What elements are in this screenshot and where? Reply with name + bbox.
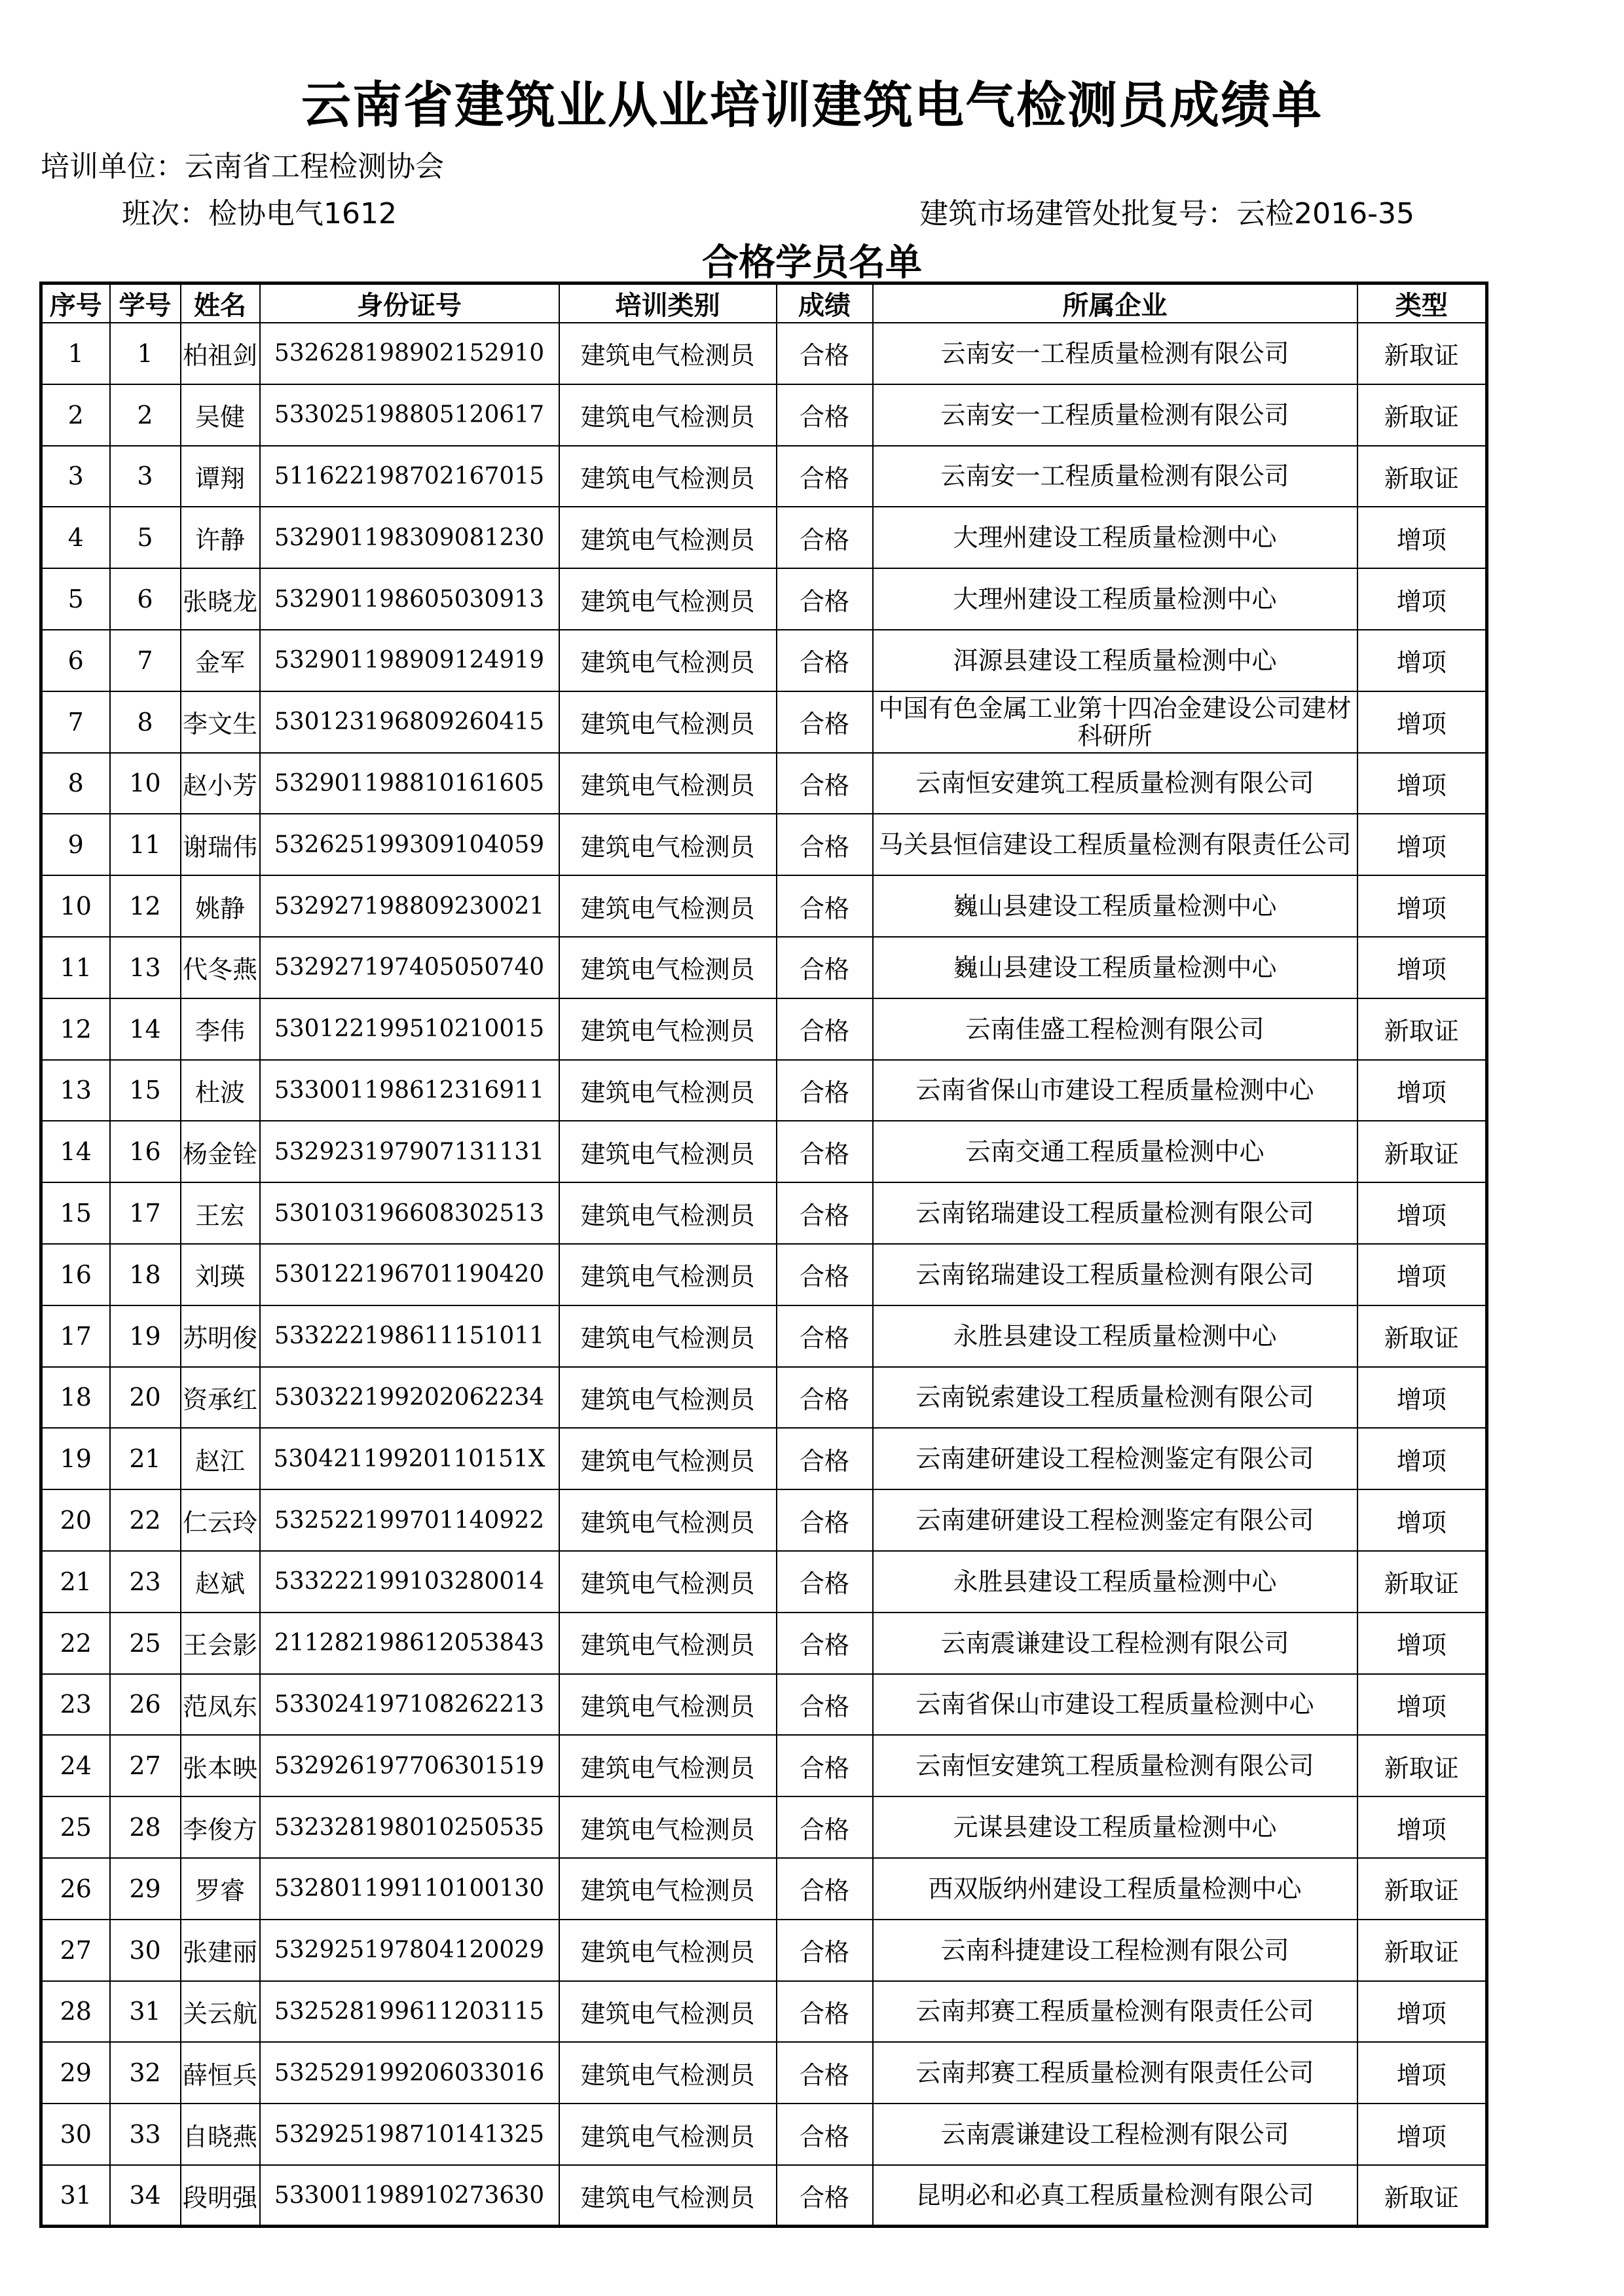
cell-name: 张建丽 (181, 1920, 260, 1981)
cell-id-number: 532927197405050740 (260, 937, 559, 998)
cell-company: 云南科捷建设工程检测有限公司 (873, 1920, 1357, 1981)
cell-type: 增项 (1357, 937, 1487, 998)
cell-id-number: 533001198612316911 (260, 1060, 559, 1121)
cell-name: 吴健 (181, 384, 260, 446)
cell-score: 合格 (777, 753, 873, 814)
cell-seq: 27 (41, 1920, 110, 1981)
table-header-row (41, 283, 1487, 323)
cell-student-no: 25 (110, 1613, 181, 1674)
cell-type: 增项 (1357, 630, 1487, 691)
cell-id-number: 533222199103280014 (260, 1551, 559, 1613)
cell-id-number: 532923197907131131 (260, 1121, 559, 1182)
cell-id-number: 532925197804120029 (260, 1920, 559, 1981)
cell-type: 增项 (1357, 1367, 1487, 1429)
cell-company: 云南安一工程质量检测有限公司 (873, 384, 1357, 446)
cell-seq: 1 (41, 323, 110, 384)
cell-company: 云南震谦建设工程检测有限公司 (873, 1613, 1357, 1674)
cell-student-no: 3 (110, 446, 181, 507)
table-row (41, 568, 1487, 630)
cell-type: 增项 (1357, 1489, 1487, 1551)
cell-training-category: 建筑电气检测员 (559, 1674, 777, 1736)
cell-company: 洱源县建设工程质量检测中心 (873, 630, 1357, 691)
cell-company: 云南恒安建筑工程质量检测有限公司 (873, 1735, 1357, 1796)
header-name: 姓名 (181, 283, 260, 323)
cell-company: 云南省保山市建设工程质量检测中心 (873, 1674, 1357, 1736)
cell-company: 云南建研建设工程检测鉴定有限公司 (873, 1489, 1357, 1551)
cell-training-category: 建筑电气检测员 (559, 814, 777, 875)
cell-id-number: 532528199611203115 (260, 1981, 559, 2043)
cell-student-no: 18 (110, 1244, 181, 1305)
cell-type: 增项 (1357, 1796, 1487, 1858)
cell-id-number: 532625199309104059 (260, 814, 559, 875)
cell-seq: 31 (41, 2165, 110, 2227)
table-row (41, 1244, 1487, 1305)
cell-score: 合格 (777, 1121, 873, 1182)
cell-student-no: 30 (110, 1920, 181, 1981)
cell-seq: 22 (41, 1613, 110, 1674)
cell-company: 云南恒安建筑工程质量检测有限公司 (873, 753, 1357, 814)
cell-name: 李俊方 (181, 1796, 260, 1858)
cell-student-no: 19 (110, 1305, 181, 1367)
cell-training-category: 建筑电气检测员 (559, 1305, 777, 1367)
cell-name: 金军 (181, 630, 260, 691)
cell-score: 合格 (777, 568, 873, 630)
cell-id-number: 533001198910273630 (260, 2165, 559, 2227)
cell-score: 合格 (777, 1981, 873, 2043)
cell-student-no: 15 (110, 1060, 181, 1121)
cell-type: 增项 (1357, 1674, 1487, 1736)
cell-company: 云南佳盛工程检测有限公司 (873, 998, 1357, 1060)
cell-name: 杨金铨 (181, 1121, 260, 1182)
table-row (41, 1489, 1487, 1551)
cell-company: 永胜县建设工程质量检测中心 (873, 1551, 1357, 1613)
cell-name: 李伟 (181, 998, 260, 1060)
cell-student-no: 13 (110, 937, 181, 998)
table-row (41, 998, 1487, 1060)
cell-company: 云南交通工程质量检测中心 (873, 1121, 1357, 1182)
cell-type: 增项 (1357, 875, 1487, 937)
cell-company: 元谋县建设工程质量检测中心 (873, 1796, 1357, 1858)
list-subtitle: 合格学员名单 (702, 242, 922, 284)
cell-seq: 28 (41, 1981, 110, 2043)
cell-student-no: 22 (110, 1489, 181, 1551)
cell-name: 谢瑞伟 (181, 814, 260, 875)
cell-type: 新取证 (1357, 1305, 1487, 1367)
cell-name: 杜波 (181, 1060, 260, 1121)
table-row (41, 1674, 1487, 1736)
cell-student-no: 21 (110, 1428, 181, 1489)
cell-id-number: 532926197706301519 (260, 1735, 559, 1796)
cell-student-no: 14 (110, 998, 181, 1060)
cell-training-category: 建筑电气检测员 (559, 753, 777, 814)
cell-company: 云南邦赛工程质量检测有限责任公司 (873, 2042, 1357, 2104)
cell-type: 增项 (1357, 1182, 1487, 1244)
cell-id-number: 533024197108262213 (260, 1674, 559, 1736)
header-seq: 序号 (41, 283, 110, 323)
table-row (41, 1367, 1487, 1429)
cell-company: 昆明必和必真工程质量检测有限公司 (873, 2165, 1357, 2227)
cell-name: 王会影 (181, 1613, 260, 1674)
cell-score: 合格 (777, 998, 873, 1060)
cell-name: 代冬燕 (181, 937, 260, 998)
cell-score: 合格 (777, 1489, 873, 1551)
cell-type: 增项 (1357, 507, 1487, 568)
table-row (41, 630, 1487, 691)
cell-student-no: 29 (110, 1858, 181, 1920)
cell-type: 增项 (1357, 1244, 1487, 1305)
cell-type: 增项 (1357, 1613, 1487, 1674)
cell-student-no: 17 (110, 1182, 181, 1244)
training-unit: 培训单位：云南省工程检测协会 (41, 150, 444, 183)
cell-company: 云南安一工程质量检测有限公司 (873, 446, 1357, 507)
table-row (41, 753, 1487, 814)
cell-seq: 25 (41, 1796, 110, 1858)
header-type: 类型 (1357, 283, 1487, 323)
cell-company: 云南铭瑞建设工程质量检测有限公司 (873, 1182, 1357, 1244)
cell-training-category: 建筑电气检测员 (559, 1489, 777, 1551)
cell-company: 西双版纳州建设工程质量检测中心 (873, 1858, 1357, 1920)
cell-student-no: 2 (110, 384, 181, 446)
cell-seq: 23 (41, 1674, 110, 1736)
cell-student-no: 16 (110, 1121, 181, 1182)
cell-name: 李文生 (181, 691, 260, 753)
cell-type: 新取证 (1357, 1858, 1487, 1920)
cell-score: 合格 (777, 2165, 873, 2227)
cell-name: 张晓龙 (181, 568, 260, 630)
cell-score: 合格 (777, 507, 873, 568)
cell-score: 合格 (777, 691, 873, 753)
cell-student-no: 5 (110, 507, 181, 568)
document-title: 云南省建筑业从业培训建筑电气检测员成绩单 (301, 76, 1323, 134)
cell-seq: 8 (41, 753, 110, 814)
cell-id-number: 211282198612053843 (260, 1613, 559, 1674)
cell-training-category: 建筑电气检测员 (559, 1551, 777, 1613)
cell-name: 仁云玲 (181, 1489, 260, 1551)
cell-seq: 16 (41, 1244, 110, 1305)
cell-id-number: 530122199510210015 (260, 998, 559, 1060)
table-row (41, 691, 1487, 753)
cell-score: 合格 (777, 1305, 873, 1367)
cell-student-no: 8 (110, 691, 181, 753)
table-row (41, 1551, 1487, 1613)
cell-training-category: 建筑电气检测员 (559, 384, 777, 446)
table-row (41, 2165, 1487, 2227)
table-row (41, 1920, 1487, 1981)
cell-name: 张本映 (181, 1735, 260, 1796)
cell-type: 新取证 (1357, 1551, 1487, 1613)
cell-score: 合格 (777, 937, 873, 998)
cell-training-category: 建筑电气检测员 (559, 446, 777, 507)
cell-name: 姚静 (181, 875, 260, 937)
cell-name: 苏明俊 (181, 1305, 260, 1367)
cell-training-category: 建筑电气检测员 (559, 998, 777, 1060)
cell-training-category: 建筑电气检测员 (559, 1244, 777, 1305)
cell-type: 新取证 (1357, 1735, 1487, 1796)
cell-seq: 7 (41, 691, 110, 753)
cell-type: 新取证 (1357, 446, 1487, 507)
results-table (39, 282, 1488, 2228)
cell-name: 资承红 (181, 1367, 260, 1429)
cell-student-no: 31 (110, 1981, 181, 2043)
cell-name: 范凤东 (181, 1674, 260, 1736)
cell-name: 自晓燕 (181, 2104, 260, 2165)
cell-id-number: 530123196809260415 (260, 691, 559, 753)
cell-name: 薛恒兵 (181, 2042, 260, 2104)
table-row (41, 507, 1487, 568)
cell-training-category: 建筑电气检测员 (559, 323, 777, 384)
cell-training-category: 建筑电气检测员 (559, 691, 777, 753)
header-score: 成绩 (777, 283, 873, 323)
table-row (41, 875, 1487, 937)
cell-name: 关云航 (181, 1981, 260, 2043)
cell-seq: 14 (41, 1121, 110, 1182)
cell-company: 云南邦赛工程质量检测有限责任公司 (873, 1981, 1357, 2043)
cell-name: 许静 (181, 507, 260, 568)
cell-type: 增项 (1357, 753, 1487, 814)
cell-training-category: 建筑电气检测员 (559, 1920, 777, 1981)
cell-id-number: 53042119920110151X (260, 1428, 559, 1489)
cell-type: 新取证 (1357, 1121, 1487, 1182)
cell-name: 赵小芳 (181, 753, 260, 814)
header-training-category: 培训类别 (559, 283, 777, 323)
cell-training-category: 建筑电气检测员 (559, 507, 777, 568)
cell-company: 云南锐索建设工程质量检测有限公司 (873, 1367, 1357, 1429)
cell-seq: 10 (41, 875, 110, 937)
table-row (41, 1613, 1487, 1674)
cell-id-number: 532925198710141325 (260, 2104, 559, 2165)
cell-type: 增项 (1357, 2042, 1487, 2104)
cell-student-no: 26 (110, 1674, 181, 1736)
cell-score: 合格 (777, 1735, 873, 1796)
table-row (41, 1060, 1487, 1121)
cell-score: 合格 (777, 875, 873, 937)
table-row (41, 814, 1487, 875)
cell-id-number: 532901198605030913 (260, 568, 559, 630)
cell-id-number: 532901198309081230 (260, 507, 559, 568)
cell-training-category: 建筑电气检测员 (559, 2165, 777, 2227)
table-row (41, 937, 1487, 998)
cell-company: 云南省保山市建设工程质量检测中心 (873, 1060, 1357, 1121)
cell-training-category: 建筑电气检测员 (559, 1796, 777, 1858)
cell-id-number: 530103196608302513 (260, 1182, 559, 1244)
cell-training-category: 建筑电气检测员 (559, 2104, 777, 2165)
cell-seq: 11 (41, 937, 110, 998)
header-student-no: 学号 (110, 283, 181, 323)
cell-id-number: 533222198611151011 (260, 1305, 559, 1367)
cell-company: 巍山县建设工程质量检测中心 (873, 937, 1357, 998)
cell-student-no: 6 (110, 568, 181, 630)
cell-seq: 26 (41, 1858, 110, 1920)
header-id-number: 身份证号 (260, 283, 559, 323)
cell-seq: 4 (41, 507, 110, 568)
cell-id-number: 532522199701140922 (260, 1489, 559, 1551)
cell-company: 大理州建设工程质量检测中心 (873, 507, 1357, 568)
cell-type: 增项 (1357, 1428, 1487, 1489)
table-row (41, 2104, 1487, 2165)
cell-company: 云南建研建设工程检测鉴定有限公司 (873, 1428, 1357, 1489)
cell-seq: 2 (41, 384, 110, 446)
cell-company: 中国有色金属工业第十四冶金建设公司建材科研所 (873, 691, 1357, 753)
cell-type: 新取证 (1357, 384, 1487, 446)
cell-student-no: 23 (110, 1551, 181, 1613)
cell-training-category: 建筑电气检测员 (559, 1613, 777, 1674)
cell-seq: 6 (41, 630, 110, 691)
cell-seq: 29 (41, 2042, 110, 2104)
cell-training-category: 建筑电气检测员 (559, 1735, 777, 1796)
cell-score: 合格 (777, 323, 873, 384)
cell-name: 赵江 (181, 1428, 260, 1489)
cell-type: 增项 (1357, 1981, 1487, 2043)
cell-score: 合格 (777, 2104, 873, 2165)
cell-id-number: 511622198702167015 (260, 446, 559, 507)
table-row (41, 1858, 1487, 1920)
cell-id-number: 532328198010250535 (260, 1796, 559, 1858)
cell-name: 段明强 (181, 2165, 260, 2227)
table-row (41, 323, 1487, 384)
cell-id-number: 530322199202062234 (260, 1367, 559, 1429)
cell-training-category: 建筑电气检测员 (559, 1182, 777, 1244)
table-row (41, 1182, 1487, 1244)
cell-student-no: 10 (110, 753, 181, 814)
table-row (41, 1121, 1487, 1182)
cell-company: 巍山县建设工程质量检测中心 (873, 875, 1357, 937)
cell-id-number: 533025198805120617 (260, 384, 559, 446)
cell-student-no: 7 (110, 630, 181, 691)
table-row (41, 1981, 1487, 2043)
cell-training-category: 建筑电气检测员 (559, 568, 777, 630)
approval-number: 建筑市场建管处批复号：云检2016-35 (919, 197, 1414, 230)
table-row (41, 1735, 1487, 1796)
cell-seq: 5 (41, 568, 110, 630)
cell-score: 合格 (777, 1796, 873, 1858)
cell-seq: 3 (41, 446, 110, 507)
cell-seq: 12 (41, 998, 110, 1060)
cell-type: 增项 (1357, 2104, 1487, 2165)
cell-company: 马关县恒信建设工程质量检测有限责任公司 (873, 814, 1357, 875)
cell-seq: 24 (41, 1735, 110, 1796)
table-row (41, 384, 1487, 446)
cell-score: 合格 (777, 1428, 873, 1489)
cell-student-no: 33 (110, 2104, 181, 2165)
cell-score: 合格 (777, 1060, 873, 1121)
cell-name: 谭翔 (181, 446, 260, 507)
cell-company: 大理州建设工程质量检测中心 (873, 568, 1357, 630)
cell-seq: 30 (41, 2104, 110, 2165)
cell-training-category: 建筑电气检测员 (559, 1121, 777, 1182)
cell-score: 合格 (777, 1858, 873, 1920)
cell-student-no: 27 (110, 1735, 181, 1796)
cell-seq: 17 (41, 1305, 110, 1367)
header-company: 所属企业 (873, 283, 1357, 323)
cell-student-no: 32 (110, 2042, 181, 2104)
cell-score: 合格 (777, 630, 873, 691)
cell-score: 合格 (777, 1367, 873, 1429)
cell-id-number: 532901198810161605 (260, 753, 559, 814)
cell-score: 合格 (777, 814, 873, 875)
cell-training-category: 建筑电气检测员 (559, 1428, 777, 1489)
cell-score: 合格 (777, 1182, 873, 1244)
cell-training-category: 建筑电气检测员 (559, 875, 777, 937)
cell-training-category: 建筑电气检测员 (559, 1858, 777, 1920)
cell-id-number: 532901198909124919 (260, 630, 559, 691)
cell-score: 合格 (777, 1244, 873, 1305)
cell-seq: 21 (41, 1551, 110, 1613)
cell-score: 合格 (777, 446, 873, 507)
cell-id-number: 532529199206033016 (260, 2042, 559, 2104)
cell-training-category: 建筑电气检测员 (559, 1367, 777, 1429)
cell-training-category: 建筑电气检测员 (559, 630, 777, 691)
cell-type: 新取证 (1357, 1920, 1487, 1981)
cell-training-category: 建筑电气检测员 (559, 937, 777, 998)
table-row (41, 1796, 1487, 1858)
cell-seq: 20 (41, 1489, 110, 1551)
cell-name: 刘瑛 (181, 1244, 260, 1305)
cell-student-no: 12 (110, 875, 181, 937)
cell-name: 柏祖剑 (181, 323, 260, 384)
cell-company: 云南铭瑞建设工程质量检测有限公司 (873, 1244, 1357, 1305)
cell-score: 合格 (777, 1613, 873, 1674)
cell-score: 合格 (777, 1551, 873, 1613)
cell-student-no: 28 (110, 1796, 181, 1858)
table-row (41, 1428, 1487, 1489)
cell-training-category: 建筑电气检测员 (559, 2042, 777, 2104)
table-row (41, 446, 1487, 507)
cell-seq: 15 (41, 1182, 110, 1244)
table-row (41, 1305, 1487, 1367)
cell-score: 合格 (777, 1674, 873, 1736)
cell-name: 王宏 (181, 1182, 260, 1244)
cell-score: 合格 (777, 384, 873, 446)
cell-type: 增项 (1357, 1060, 1487, 1121)
cell-seq: 9 (41, 814, 110, 875)
cell-seq: 19 (41, 1428, 110, 1489)
cell-training-category: 建筑电气检测员 (559, 1981, 777, 2043)
cell-student-no: 34 (110, 2165, 181, 2227)
cell-id-number: 532628198902152910 (260, 323, 559, 384)
cell-id-number: 532801199110100130 (260, 1858, 559, 1920)
cell-id-number: 530122196701190420 (260, 1244, 559, 1305)
cell-seq: 13 (41, 1060, 110, 1121)
cell-id-number: 532927198809230021 (260, 875, 559, 937)
cell-type: 增项 (1357, 568, 1487, 630)
cell-company: 云南安一工程质量检测有限公司 (873, 323, 1357, 384)
cell-name: 赵斌 (181, 1551, 260, 1613)
cell-seq: 18 (41, 1367, 110, 1429)
cell-student-no: 20 (110, 1367, 181, 1429)
cell-score: 合格 (777, 1920, 873, 1981)
cell-type: 新取证 (1357, 2165, 1487, 2227)
cell-student-no: 11 (110, 814, 181, 875)
cell-type: 增项 (1357, 691, 1487, 753)
cell-type: 新取证 (1357, 323, 1487, 384)
cell-student-no: 1 (110, 323, 181, 384)
cell-company: 永胜县建设工程质量检测中心 (873, 1305, 1357, 1367)
cell-type: 新取证 (1357, 998, 1487, 1060)
cell-name: 罗睿 (181, 1858, 260, 1920)
class-info: 班次：检协电气1612 (122, 197, 397, 230)
cell-company: 云南震谦建设工程检测有限公司 (873, 2104, 1357, 2165)
cell-type: 增项 (1357, 814, 1487, 875)
cell-score: 合格 (777, 2042, 873, 2104)
table-row (41, 2042, 1487, 2104)
cell-training-category: 建筑电气检测员 (559, 1060, 777, 1121)
